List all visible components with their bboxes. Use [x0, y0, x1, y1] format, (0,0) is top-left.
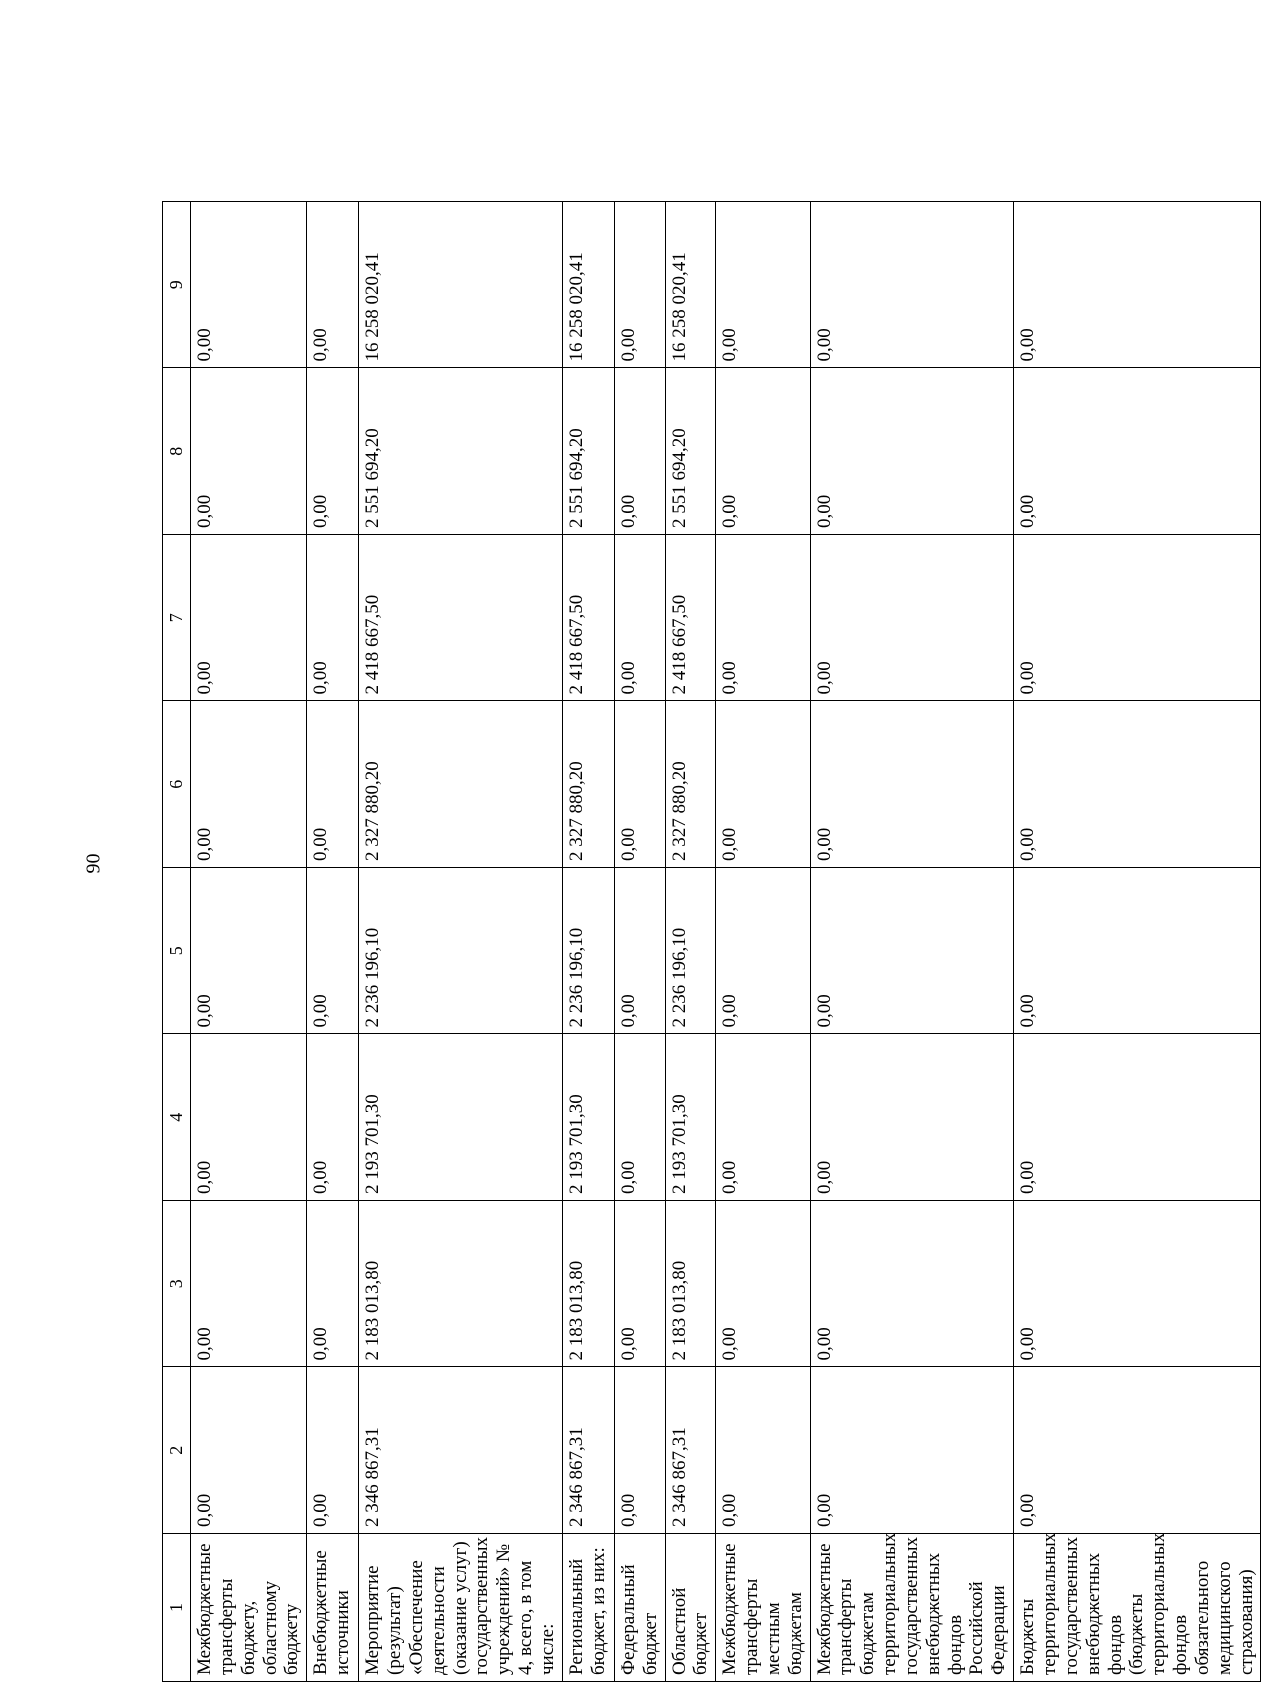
value-cell: 0,00 — [614, 868, 665, 1035]
column-header-9: 9 — [163, 202, 191, 369]
row-name-cell: Региональный бюджет, из них: — [562, 1534, 614, 1682]
page-number: 90 — [82, 853, 105, 874]
table-row — [562, 202, 614, 1682]
value-cell: 0,00 — [191, 202, 307, 369]
row-name-cell: Межбюджетные трансферты бюджету, областному бюджету — [191, 1534, 307, 1682]
value-cell: 2 327 880,20 — [665, 701, 716, 868]
value-cell: 0,00 — [307, 1034, 359, 1201]
value-cell: 0,00 — [716, 1201, 810, 1368]
row-name-cell: Межбюджетные трансферты бюджетам территориальных государственных внебюджетных фондов Российской Федерации — [810, 1534, 1014, 1682]
value-cell: 0,00 — [191, 1367, 307, 1534]
table-header-row — [163, 202, 191, 1682]
table-row — [191, 202, 307, 1682]
value-cell: 0,00 — [810, 1034, 1014, 1201]
table-row — [716, 202, 810, 1682]
column-header-7: 7 — [163, 535, 191, 702]
value-cell: 0,00 — [307, 535, 359, 702]
table-row — [810, 202, 1014, 1682]
value-cell: 2 236 196,10 — [562, 868, 614, 1035]
value-cell: 0,00 — [191, 868, 307, 1035]
budget-table-container — [162, 202, 1257, 1682]
table-row — [614, 202, 665, 1682]
value-cell: 2 236 196,10 — [359, 868, 563, 1035]
column-header-4: 4 — [163, 1034, 191, 1201]
column-header-2: 2 — [163, 1367, 191, 1534]
value-cell: 0,00 — [307, 868, 359, 1035]
row-name-cell: Межбюджетные трансферты местным бюджетам — [716, 1534, 810, 1682]
row-name-cell: Внебюджетные источники — [307, 1534, 359, 1682]
value-cell: 0,00 — [614, 1034, 665, 1201]
value-cell: 2 327 880,20 — [562, 701, 614, 868]
value-cell: 2 327 880,20 — [359, 701, 563, 868]
value-cell: 0,00 — [614, 368, 665, 535]
value-cell: 0,00 — [716, 202, 810, 369]
value-cell: 0,00 — [1014, 701, 1261, 868]
value-cell: 2 193 701,30 — [665, 1034, 716, 1201]
value-cell: 16 258 020,41 — [665, 202, 716, 369]
value-cell: 0,00 — [307, 368, 359, 535]
value-cell: 2 551 694,20 — [562, 368, 614, 535]
row-name-cell: Мероприятие (результат) «Обеспечение деятельности (оказание услуг) государственных учреждений» № 4, всего, в том числе: — [359, 1534, 563, 1682]
table-row — [665, 202, 716, 1682]
column-header-1: 1 — [163, 1534, 191, 1682]
value-cell: 0,00 — [716, 368, 810, 535]
value-cell: 0,00 — [307, 1367, 359, 1534]
value-cell: 0,00 — [191, 1201, 307, 1368]
value-cell: 0,00 — [716, 868, 810, 1035]
column-header-5: 5 — [163, 868, 191, 1035]
column-header-8: 8 — [163, 368, 191, 535]
value-cell: 0,00 — [1014, 368, 1261, 535]
value-cell: 0,00 — [810, 535, 1014, 702]
table-row — [307, 202, 359, 1682]
value-cell: 0,00 — [614, 535, 665, 702]
column-header-6: 6 — [163, 701, 191, 868]
value-cell: 0,00 — [716, 1034, 810, 1201]
value-cell: 0,00 — [810, 368, 1014, 535]
value-cell: 0,00 — [614, 1367, 665, 1534]
value-cell: 0,00 — [810, 1367, 1014, 1534]
value-cell: 2 418 667,50 — [359, 535, 563, 702]
value-cell: 0,00 — [810, 868, 1014, 1035]
value-cell: 0,00 — [191, 535, 307, 702]
value-cell: 0,00 — [614, 202, 665, 369]
value-cell: 0,00 — [716, 701, 810, 868]
row-name-cell: Федеральный бюджет — [614, 1534, 665, 1682]
value-cell: 2 193 701,30 — [359, 1034, 563, 1201]
value-cell: 0,00 — [810, 701, 1014, 868]
table-body — [191, 202, 1261, 1682]
value-cell: 2 183 013,80 — [562, 1201, 614, 1368]
value-cell: 2 346 867,31 — [562, 1367, 614, 1534]
value-cell: 2 551 694,20 — [665, 368, 716, 535]
value-cell: 2 346 867,31 — [359, 1367, 563, 1534]
value-cell: 0,00 — [307, 701, 359, 868]
value-cell: 0,00 — [191, 701, 307, 868]
value-cell: 0,00 — [1014, 202, 1261, 369]
table-row — [1014, 202, 1261, 1682]
row-name-cell: Бюджеты территориальных государственных внебюджетных фондов (бюджеты территориальных фондов обязательного медицинского страхования) — [1014, 1534, 1261, 1682]
value-cell: 16 258 020,41 — [359, 202, 563, 369]
value-cell: 2 418 667,50 — [562, 535, 614, 702]
budget-table — [162, 201, 1261, 1682]
value-cell: 2 346 867,31 — [665, 1367, 716, 1534]
value-cell: 2 236 196,10 — [665, 868, 716, 1035]
table-row — [359, 202, 563, 1682]
value-cell: 0,00 — [614, 1201, 665, 1368]
value-cell: 2 183 013,80 — [359, 1201, 563, 1368]
value-cell: 0,00 — [614, 701, 665, 868]
value-cell: 2 551 694,20 — [359, 368, 563, 535]
column-header-3: 3 — [163, 1201, 191, 1368]
value-cell: 0,00 — [1014, 535, 1261, 702]
row-name-cell: Областной бюджет — [665, 1534, 716, 1682]
value-cell: 0,00 — [716, 1367, 810, 1534]
value-cell: 2 418 667,50 — [665, 535, 716, 702]
value-cell: 0,00 — [810, 1201, 1014, 1368]
value-cell: 0,00 — [1014, 868, 1261, 1035]
value-cell: 0,00 — [716, 535, 810, 702]
value-cell: 0,00 — [1014, 1034, 1261, 1201]
value-cell: 0,00 — [191, 368, 307, 535]
value-cell: 16 258 020,41 — [562, 202, 614, 369]
value-cell: 0,00 — [1014, 1201, 1261, 1368]
value-cell: 0,00 — [307, 1201, 359, 1368]
value-cell: 2 193 701,30 — [562, 1034, 614, 1201]
value-cell: 0,00 — [810, 202, 1014, 369]
value-cell: 0,00 — [191, 1034, 307, 1201]
value-cell: 2 183 013,80 — [665, 1201, 716, 1368]
value-cell: 0,00 — [1014, 1367, 1261, 1534]
value-cell: 0,00 — [307, 202, 359, 369]
